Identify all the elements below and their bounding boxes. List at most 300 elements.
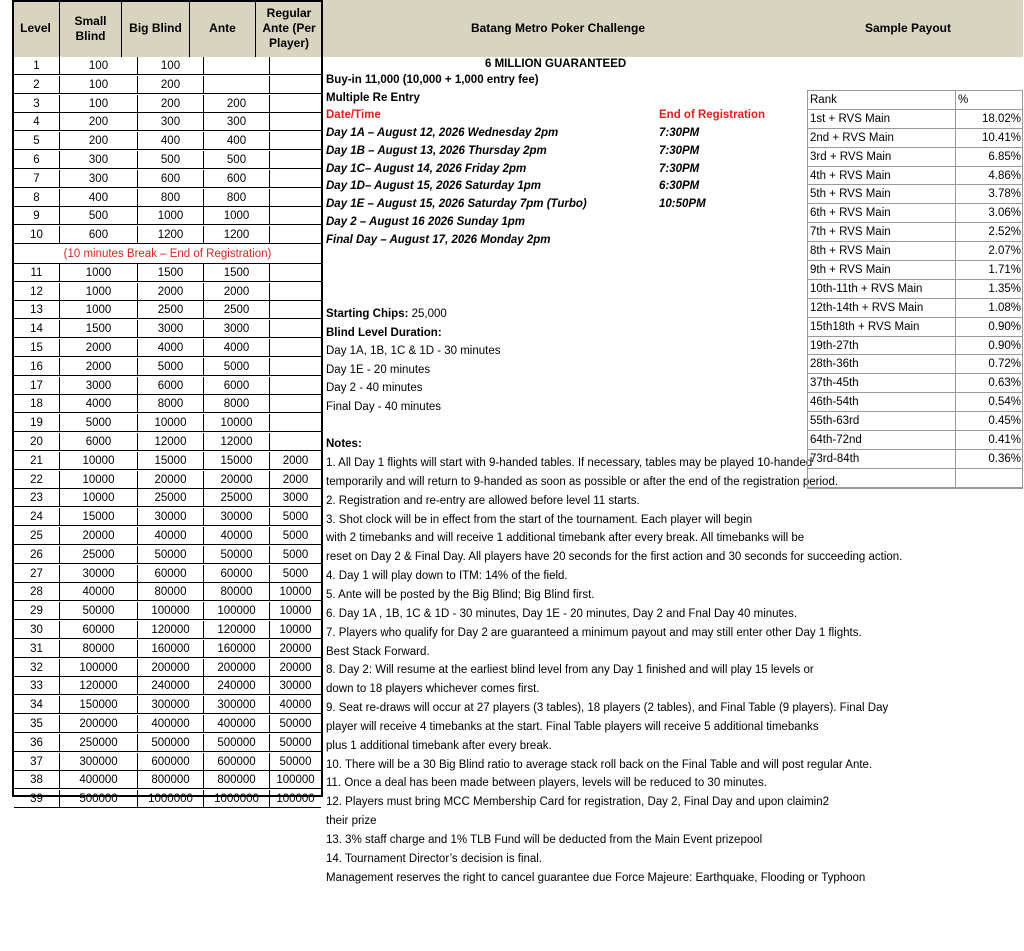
table-row [14, 226, 321, 244]
regular-ante-cell [270, 151, 321, 169]
note-line: temporarily and will return to 9-handed as soon as possible or after the end of the registration period. [326, 475, 839, 488]
date-time-label: Date/Time [326, 109, 381, 121]
big-blind-cell: 500 [138, 151, 204, 169]
big-blind-cell: 20000 [138, 471, 204, 489]
starting-chips-label: Starting Chips: [326, 308, 409, 320]
small-blind-cell: 500000 [60, 790, 138, 808]
table-row [14, 640, 321, 658]
schedule-end-time: 7:30PM [659, 144, 700, 157]
ante-cell: 500 [204, 151, 270, 169]
payout-row [808, 393, 1022, 412]
small-blind-cell: 300 [60, 151, 138, 169]
big-blind-cell: 60000 [138, 565, 204, 583]
small-blind-cell: 10000 [60, 471, 138, 489]
small-blind-cell: 200 [60, 132, 138, 150]
small-blind-cell: 5000 [60, 414, 138, 432]
ante-cell: 60000 [204, 565, 270, 583]
big-blind-cell: 120000 [138, 621, 204, 639]
big-blind-cell: 2000 [138, 283, 204, 301]
table-row [14, 151, 321, 169]
payout-percent: 1.71% [988, 264, 1021, 277]
table-row [14, 189, 321, 207]
ante-cell: 4000 [204, 339, 270, 357]
regular-ante-cell: 2000 [282, 473, 309, 486]
blind-duration-label: Blind Level Duration: [326, 327, 442, 339]
small-blind-cell: 300 [60, 170, 138, 188]
regular-ante-cell [270, 339, 321, 357]
ante-cell: 1200 [204, 226, 270, 244]
level-cell: 35 [14, 715, 60, 733]
ante-cell: 1000000 [204, 790, 270, 808]
table-row [14, 395, 321, 413]
ante-cell: 120000 [204, 621, 270, 639]
level-cell: 38 [14, 771, 60, 789]
small-blind-cell: 60000 [60, 621, 138, 639]
payout-percent [958, 469, 1021, 487]
payout-rank: 9th + RVS Main [810, 261, 956, 280]
ante-cell: 800 [204, 189, 270, 207]
level-cell: 2 [14, 76, 60, 94]
level-cell: 3 [14, 95, 60, 113]
big-blind-cell: 1200 [138, 226, 204, 244]
big-blind-cell: 800000 [138, 771, 204, 789]
ante-cell: 400 [204, 132, 270, 150]
ante-cell: 400000 [204, 715, 270, 733]
big-blind-cell: 3000 [138, 320, 204, 338]
level-cell: 12 [14, 283, 60, 301]
regular-ante-cell [270, 320, 321, 338]
payout-percent: 6.85% [988, 150, 1021, 163]
duration-item: Day 1A, 1B, 1C & 1D - 30 minutes [326, 345, 501, 357]
ante-cell: 5000 [204, 358, 270, 376]
small-blind-cell: 3000 [60, 377, 138, 395]
level-cell: 7 [14, 170, 60, 188]
guarantee-text: 6 MILLION GUARANTEED [485, 58, 627, 70]
ante-cell: 1000 [204, 207, 270, 225]
small-blind-cell: 1500 [60, 320, 138, 338]
ante-cell: 100000 [204, 602, 270, 620]
ante-cell: 300 [204, 113, 270, 131]
small-blind-cell: 150000 [60, 696, 138, 714]
level-cell: 6 [14, 151, 60, 169]
level-cell: 21 [14, 452, 60, 470]
regular-ante-cell: 100000 [276, 793, 315, 806]
note-line: 11. Once a deal has been made between players, levels will be reduced to 30 minutes. [326, 777, 767, 790]
big-blind-cell: 50000 [138, 546, 204, 564]
regular-ante-cell [270, 433, 321, 451]
big-blind-cell: 6000 [138, 377, 204, 395]
ante-cell: 2000 [204, 283, 270, 301]
payout-rank: 5th + RVS Main [810, 185, 956, 204]
table-row [14, 734, 321, 752]
payout-rank [810, 469, 956, 488]
small-blind-cell: 25000 [60, 546, 138, 564]
table-row [14, 207, 321, 225]
ante-cell: 15000 [204, 452, 270, 470]
level-cell: 19 [14, 414, 60, 432]
big-blind-cell: 80000 [138, 583, 204, 601]
small-blind-cell: 6000 [60, 433, 138, 451]
table-row [14, 790, 321, 808]
payout-rank: 2nd + RVS Main [810, 129, 956, 148]
big-blind-cell: 5000 [138, 358, 204, 376]
schedule-end-time: 6:30PM [659, 180, 700, 193]
payout-row [808, 148, 1022, 167]
big-blind-cell: 200 [138, 95, 204, 113]
note-line: 10. There will be a 30 Big Blind ratio to average stack roll back on the Final Table and will post regular Ante. [326, 758, 873, 771]
table-row [14, 583, 321, 601]
payout-row [808, 374, 1022, 393]
payout-percent: 1.35% [988, 282, 1021, 295]
table-row [14, 696, 321, 714]
small-blind-cell: 100 [60, 76, 138, 94]
ante-cell: 25000 [204, 489, 270, 507]
level-cell: 39 [14, 790, 60, 808]
payout-percent: 10.41% [981, 131, 1021, 144]
table-row [14, 508, 321, 526]
big-blind-cell: 2500 [138, 301, 204, 319]
regular-ante-cell [270, 132, 321, 150]
header-small-blind: Small Blind [60, 0, 122, 57]
payout-row [808, 412, 1022, 431]
big-blind-cell: 600000 [138, 753, 204, 771]
note-line: 7. Players who qualify for Day 2 are guaranteed a minimum payout and may still enter other Day 1 flights. [326, 626, 862, 639]
small-blind-cell: 1000 [60, 264, 138, 282]
payout-row [808, 110, 1022, 129]
payout-percent: 0.54% [988, 396, 1021, 409]
ante-cell: 3000 [204, 320, 270, 338]
regular-ante-cell [270, 113, 321, 131]
regular-ante-cell [270, 95, 321, 113]
table-row [14, 565, 321, 583]
level-cell: 27 [14, 565, 60, 583]
note-line: 8. Day 2: Will resume at the earliest blind level from any Day 1 finished and will play 15 levels or [326, 664, 814, 677]
payout-rank: 1st + RVS Main [810, 110, 956, 129]
regular-ante-cell: 20000 [279, 661, 312, 674]
regular-ante-cell: 3000 [282, 492, 309, 505]
payout-rank: 12th-14th + RVS Main [810, 299, 956, 318]
regular-ante-cell: 30000 [279, 680, 312, 693]
payout-row [808, 318, 1022, 337]
payout-percent: 0.45% [988, 415, 1021, 428]
big-blind-cell: 8000 [138, 395, 204, 413]
table-row [14, 301, 321, 319]
table-row [14, 264, 321, 282]
ante-cell: 800000 [204, 771, 270, 789]
note-line: down to 18 players whichever comes first. [326, 683, 540, 696]
big-blind-cell: 12000 [138, 433, 204, 451]
small-blind-cell: 40000 [60, 583, 138, 601]
payout-rank: 64th-72nd [810, 431, 956, 450]
level-cell: 36 [14, 734, 60, 752]
duration-item: Day 1E - 20 minutes [326, 363, 431, 376]
small-blind-cell: 500 [60, 207, 138, 225]
schedule-day: Day 1E – August 15, 2026 Saturday 7pm (Turbo) [326, 198, 587, 211]
payout-rank: 28th-36th [810, 355, 956, 374]
schedule-day: Day 1C– August 14, 2026 Friday 2pm [326, 162, 527, 175]
ante-cell: 600 [204, 170, 270, 188]
level-cell: 14 [14, 320, 60, 338]
note-line: their prize [326, 815, 377, 828]
buyin-text: Buy-in 11,000 (10,000 + 1,000 entry fee) [326, 74, 539, 86]
small-blind-cell: 10000 [60, 489, 138, 507]
ante-cell: 80000 [204, 583, 270, 601]
table-row [14, 677, 321, 695]
payout-rank: 55th-63rd [810, 412, 956, 431]
payout-rank: 19th-27th [810, 337, 956, 356]
percent-header: % [958, 94, 969, 106]
payout-row [808, 185, 1022, 204]
payout-rank: 15th18th + RVS Main [810, 318, 956, 337]
regular-ante-cell [270, 301, 321, 319]
table-row [14, 283, 321, 301]
schedule-day: Day 1D– August 15, 2026 Saturday 1pm [326, 180, 541, 193]
small-blind-cell: 400 [60, 189, 138, 207]
note-line: player will receive 4 timebanks at the start. Final Table players will receive 5 additional timebanks [326, 720, 819, 733]
regular-ante-cell [270, 377, 321, 395]
small-blind-cell: 10000 [60, 452, 138, 470]
note-line: reset on Day 2 & Final Day. All players have 20 seconds for the first action and 30 seconds for succeeding action. [326, 551, 903, 564]
level-cell: 25 [14, 527, 60, 545]
note-line: 12. Players must bring MCC Membership Card for registration, Day 2, Final Day and upon claimin2 [326, 796, 830, 809]
duration-item: Day 2 - 40 minutes [326, 382, 423, 394]
regular-ante-cell: 5000 [282, 548, 309, 561]
payout-percent: 0.36% [988, 452, 1021, 465]
regular-ante-cell [270, 414, 321, 432]
table-row [14, 76, 321, 94]
small-blind-cell: 400000 [60, 771, 138, 789]
payout-row [808, 431, 1022, 450]
payout-percent: 0.72% [988, 358, 1021, 371]
table-row [14, 546, 321, 564]
payout-percent: 18.02% [981, 112, 1021, 125]
payout-rank: 46th-54th [810, 393, 956, 412]
rank-header: Rank [810, 91, 956, 110]
header-level: Level [12, 0, 60, 57]
small-blind-cell: 100000 [60, 659, 138, 677]
level-cell: 9 [14, 207, 60, 225]
regular-ante-cell [270, 207, 321, 225]
ante-cell: 1500 [204, 264, 270, 282]
payout-row [808, 129, 1022, 148]
schedule-day: Day 2 – August 16 2026 Sunday 1pm [326, 216, 525, 228]
table-row [14, 132, 321, 150]
level-cell: 24 [14, 508, 60, 526]
table-row [14, 471, 321, 489]
note-line: 14. Tournament Director’s decision is final. [326, 852, 543, 865]
table-row [14, 433, 321, 451]
note-line: 9. Seat re-draws will occur at 27 players (3 tables), 18 players (2 tables), and Final Table (9 players). Final Day [326, 702, 889, 715]
table-row [14, 715, 321, 733]
note-line: Management reserves the right to cancel guarantee due Force Majeure: Earthquake, Flooding or Typhoon [326, 871, 866, 884]
payout-row [808, 242, 1022, 261]
small-blind-cell: 50000 [60, 602, 138, 620]
small-blind-cell: 100 [60, 57, 138, 75]
payout-row [808, 261, 1022, 280]
ante-cell: 160000 [204, 640, 270, 658]
regular-ante-cell [270, 57, 321, 75]
payout-row [808, 299, 1022, 318]
small-blind-cell: 4000 [60, 395, 138, 413]
level-cell: 26 [14, 546, 60, 564]
level-cell: 15 [14, 339, 60, 357]
payout-table [807, 90, 1023, 489]
small-blind-cell: 80000 [60, 640, 138, 658]
ante-cell: 200000 [204, 659, 270, 677]
regular-ante-cell: 40000 [279, 699, 312, 712]
table-row [14, 414, 321, 432]
payout-percent: 1.08% [988, 301, 1021, 314]
payout-percent: 2.07% [988, 245, 1021, 258]
payout-row [808, 167, 1022, 186]
regular-ante-cell: 50000 [279, 718, 312, 730]
level-cell: 22 [14, 471, 60, 489]
table-row [14, 621, 321, 639]
starting-chips-value: 25,000 [408, 308, 447, 320]
regular-ante-cell [270, 189, 321, 207]
level-cell: 4 [14, 113, 60, 131]
small-blind-cell: 30000 [60, 565, 138, 583]
small-blind-cell: 100 [60, 95, 138, 113]
level-cell: 17 [14, 377, 60, 395]
payout-rank: 8th + RVS Main [810, 242, 956, 261]
schedule-end-time: 7:30PM [659, 127, 700, 139]
big-blind-cell: 4000 [138, 339, 204, 357]
level-cell: 31 [14, 640, 60, 658]
payout-rank: 6th + RVS Main [810, 204, 956, 223]
payout-rank: 73rd-84th [810, 450, 956, 469]
payout-percent: 0.90% [988, 339, 1021, 352]
duration-item: Final Day - 40 minutes [326, 400, 442, 413]
blind-structure-table [12, 0, 323, 806]
payout-percent: 0.41% [988, 434, 1021, 447]
big-blind-cell: 30000 [138, 508, 204, 526]
regular-ante-cell: 2000 [282, 454, 309, 467]
ante-cell: 600000 [204, 753, 270, 771]
small-blind-cell: 300000 [60, 753, 138, 771]
big-blind-cell: 800 [138, 189, 204, 207]
schedule-end-time: 7:30PM [659, 162, 700, 175]
payout-percent: 0.90% [988, 320, 1021, 333]
note-line: Best Stack Forward. [326, 645, 430, 658]
big-blind-cell: 200000 [138, 659, 204, 677]
table-row [14, 489, 321, 507]
small-blind-cell: 2000 [60, 339, 138, 357]
ante-cell: 50000 [204, 546, 270, 564]
header-big-blind: Big Blind [122, 0, 190, 57]
small-blind-cell: 1000 [60, 301, 138, 319]
payout-row [808, 223, 1022, 242]
regular-ante-cell [270, 76, 321, 94]
payout-rank: 37th-45th [810, 374, 956, 393]
payout-percent: 3.78% [988, 188, 1021, 201]
level-cell: 8 [14, 189, 60, 207]
regular-ante-cell [270, 395, 321, 413]
big-blind-cell: 25000 [138, 489, 204, 507]
payout-row [808, 204, 1022, 223]
level-cell: 16 [14, 358, 60, 376]
table-row [14, 170, 321, 188]
big-blind-cell: 100000 [138, 602, 204, 620]
ante-cell: 10000 [204, 414, 270, 432]
table-row [14, 95, 321, 113]
payout-header-row [808, 91, 1022, 110]
regular-ante-cell: 10000 [279, 605, 312, 618]
regular-ante-cell: 50000 [279, 736, 312, 749]
small-blind-cell: 200000 [60, 715, 138, 733]
schedule-day: Day 1B – August 13, 2026 Thursday 2pm [326, 144, 547, 157]
level-cell: 18 [14, 395, 60, 413]
header-regular-ante: Regular Ante (Per Player) [256, 0, 323, 57]
regular-ante-cell [270, 264, 321, 282]
ante-cell: 6000 [204, 377, 270, 395]
level-cell: 32 [14, 659, 60, 677]
level-cell: 10 [14, 226, 60, 244]
big-blind-cell: 1500 [138, 264, 204, 282]
regular-ante-cell: 10000 [279, 624, 312, 636]
table-row [14, 452, 321, 470]
level-cell: 29 [14, 602, 60, 620]
note-line: 3. Shot clock will be in effect from the start of the tournament. Each player will begin [326, 513, 753, 526]
level-cell: 28 [14, 583, 60, 601]
small-blind-cell: 120000 [60, 677, 138, 695]
header-sample-payout: Sample Payout [864, 21, 952, 35]
level-cell: 33 [14, 677, 60, 695]
end-registration-label: End of Registration [659, 109, 766, 121]
regular-ante-cell [270, 170, 321, 188]
schedule-day: Final Day – August 17, 2026 Monday 2pm [326, 233, 551, 246]
big-blind-cell: 10000 [138, 414, 204, 432]
big-blind-cell: 400 [138, 132, 204, 150]
small-blind-cell: 600 [60, 226, 138, 244]
level-cell: 1 [14, 57, 60, 75]
payout-row [808, 450, 1022, 469]
schedule-day: Day 1A – August 12, 2026 Wednesday 2pm [326, 127, 559, 139]
small-blind-cell: 200 [60, 113, 138, 131]
page-title: Batang Metro Poker Challenge [470, 21, 646, 35]
ante-cell: 300000 [204, 696, 270, 714]
ante-cell: 200 [204, 95, 270, 113]
payout-row [808, 280, 1022, 299]
big-blind-cell: 200 [138, 76, 204, 94]
small-blind-cell: 20000 [60, 527, 138, 545]
regular-ante-cell: 5000 [282, 567, 309, 580]
regular-ante-cell [270, 358, 321, 376]
big-blind-cell: 1000000 [138, 790, 204, 808]
note-line: 4. Day 1 will play down to ITM: 14% of the field. [326, 570, 568, 583]
payout-percent: 0.63% [988, 377, 1021, 390]
small-blind-cell: 1000 [60, 283, 138, 301]
big-blind-cell: 15000 [138, 452, 204, 470]
big-blind-cell: 400000 [138, 715, 204, 733]
payout-percent: 3.06% [988, 207, 1021, 220]
starting-chips [326, 305, 447, 323]
table-row [14, 659, 321, 677]
level-cell: 23 [14, 489, 60, 507]
big-blind-cell: 300000 [138, 696, 204, 714]
big-blind-cell: 100 [138, 57, 204, 75]
note-line: 6. Day 1A , 1B, 1C & 1D - 30 minutes, Day 1E - 20 minutes, Day 2 and Fnal Day 40 minutes. [326, 607, 798, 620]
table-row [14, 358, 321, 376]
ante-cell [204, 57, 270, 75]
schedule-end-time: 10:50PM [659, 198, 706, 211]
big-blind-cell: 300 [138, 113, 204, 131]
payout-rank: 7th + RVS Main [810, 223, 956, 242]
small-blind-cell: 2000 [60, 358, 138, 376]
payout-percent: 4.86% [988, 169, 1021, 182]
level-cell: 11 [14, 264, 60, 282]
level-cell: 30 [14, 621, 60, 639]
